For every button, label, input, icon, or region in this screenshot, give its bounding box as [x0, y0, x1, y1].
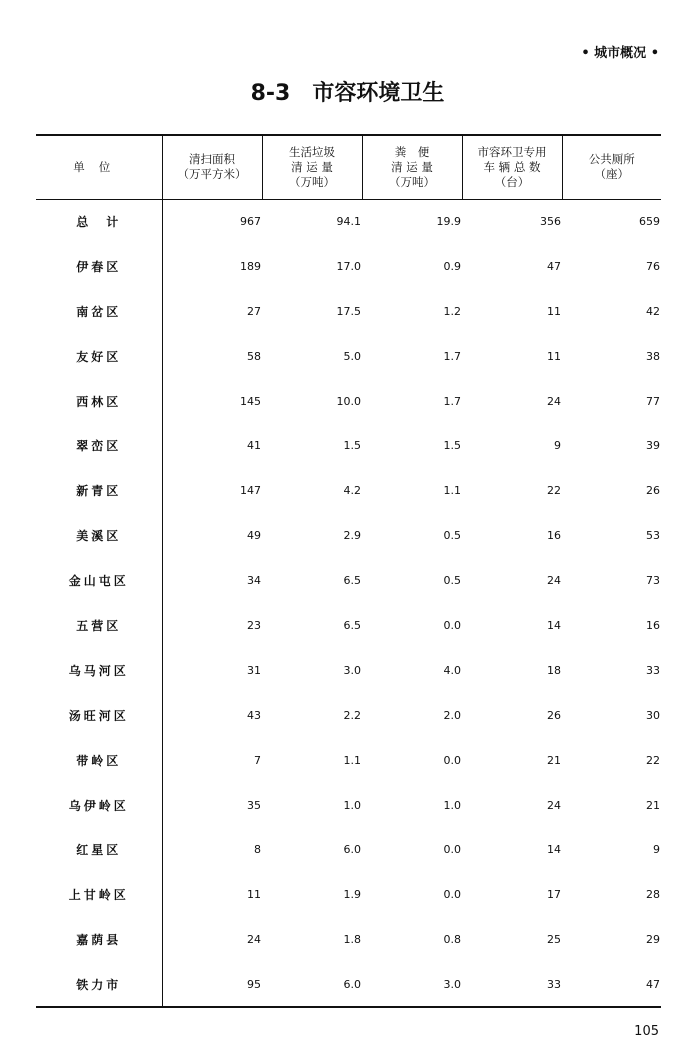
data-cell: 659 [639, 215, 660, 229]
column-header-line: （座） [594, 167, 629, 182]
data-cell: 1.2 [443, 304, 461, 318]
column-header-line: （万吨） [389, 174, 435, 189]
data-cell: 1.7 [443, 349, 461, 363]
table-row [36, 962, 661, 1007]
data-cell: 42 [646, 304, 660, 318]
data-cell: 24 [547, 574, 561, 588]
data-cell: 53 [646, 529, 660, 543]
table-title [0, 76, 695, 107]
data-cell: 41 [247, 439, 261, 453]
data-cell: 1.1 [343, 753, 361, 767]
data-cell: 189 [240, 259, 261, 273]
data-cell: 25 [547, 933, 561, 947]
data-cell: 8 [254, 843, 261, 857]
data-cell: 1.1 [443, 484, 461, 498]
table-row [36, 693, 661, 738]
table-row [36, 603, 661, 648]
data-cell: 14 [547, 843, 561, 857]
column-header-line: 单位 [73, 159, 125, 174]
table-number: 8-3 [250, 81, 291, 106]
table-row [36, 513, 661, 558]
data-cell: 10.0 [336, 394, 361, 408]
table-row [36, 423, 661, 468]
row-unit-cell: 翠峦区 [36, 423, 162, 468]
data-cell: 11 [247, 888, 261, 902]
table-row [36, 917, 661, 962]
data-cell: 6.0 [262, 962, 362, 1007]
column-header [362, 135, 462, 199]
row-unit-cell: 上甘岭区 [36, 872, 162, 917]
table-title-text: 市容环境卫生 [312, 81, 445, 106]
data-cell: 0.8 [443, 933, 461, 947]
row-unit-cell: 带岭区 [36, 738, 162, 783]
column-header [162, 135, 262, 199]
data-cell: 39 [646, 439, 660, 453]
column-header [262, 135, 362, 199]
data-cell: 58 [247, 349, 261, 363]
data-cell: 0.5 [443, 529, 461, 543]
data-cell: 33 [646, 663, 660, 677]
data-cell: 1.5 [343, 439, 361, 453]
data-cell: 0.9 [443, 259, 461, 273]
data-cell: 31 [247, 663, 261, 677]
data-cell: 6.5 [343, 574, 361, 588]
data-cell: 1.8 [343, 933, 361, 947]
data-cell: 2.2 [343, 708, 361, 722]
row-unit-cell: 红星区 [36, 827, 162, 872]
row-unit-cell: 新青区 [36, 468, 162, 513]
table-row [36, 334, 661, 379]
data-cell: 18 [547, 663, 561, 677]
data-cell: 47 [547, 259, 561, 273]
data-cell: 27 [247, 304, 261, 318]
data-cell: 1.0 [443, 798, 461, 812]
data-cell: 73 [646, 574, 660, 588]
data-cell: 147 [240, 484, 261, 498]
table-row [36, 872, 661, 917]
column-header-line: （万吨） [289, 174, 335, 189]
column-header-line: 公共厕所 [588, 152, 635, 167]
data-cell: 77 [646, 394, 660, 408]
data-cell: 6.0 [343, 843, 361, 857]
sanitation-table [36, 134, 661, 1008]
table-row [36, 289, 661, 334]
column-header-line: 清 运 量 [291, 159, 333, 174]
section-tag: • 城市概况 • [581, 46, 659, 61]
table-row [36, 648, 661, 693]
column-header [562, 135, 661, 199]
data-cell: 24 [547, 394, 561, 408]
table-row [36, 244, 661, 289]
data-cell: 11 [547, 304, 561, 318]
table-row [36, 783, 661, 828]
data-cell: 0.5 [443, 574, 461, 588]
column-header-line: （台） [494, 174, 530, 189]
row-unit-cell: 伊春区 [36, 244, 162, 289]
data-cell: 356 [540, 215, 561, 229]
data-cell: 95 [162, 962, 262, 1007]
data-cell: 24 [247, 933, 261, 947]
data-cell: 2.0 [443, 708, 461, 722]
column-header-line: 粪 便 [394, 144, 430, 159]
data-cell: 21 [646, 798, 660, 812]
column-header [462, 135, 562, 199]
data-cell: 145 [240, 394, 261, 408]
row-unit-cell: 西林区 [36, 379, 162, 424]
data-cell: 35 [247, 798, 261, 812]
row-unit-cell: 汤旺河区 [36, 693, 162, 738]
data-cell: 38 [646, 349, 660, 363]
column-header-line: 清扫面积 [189, 152, 235, 167]
table-row [36, 827, 661, 872]
table-row [36, 199, 661, 244]
table-row [36, 558, 661, 603]
table-header-row [36, 135, 661, 199]
data-cell: 4.0 [443, 663, 461, 677]
data-cell: 1.0 [343, 798, 361, 812]
data-cell: 967 [240, 215, 261, 229]
table-row [36, 379, 661, 424]
data-cell: 19.9 [436, 215, 461, 229]
data-cell: 6.5 [343, 618, 361, 632]
data-cell: 29 [646, 933, 660, 947]
data-cell: 3.0 [362, 962, 462, 1007]
data-cell: 5.0 [343, 349, 361, 363]
data-cell: 22 [547, 484, 561, 498]
data-cell: 1.7 [443, 394, 461, 408]
row-unit-cell: 嘉荫县 [36, 917, 162, 962]
data-cell: 26 [646, 484, 660, 498]
row-unit-cell: 乌伊岭区 [36, 783, 162, 828]
data-cell: 17.0 [336, 259, 361, 273]
data-cell: 49 [247, 529, 261, 543]
data-cell: 16 [547, 529, 561, 543]
data-cell: 3.0 [343, 663, 361, 677]
row-unit-cell: 铁力市 [36, 962, 162, 1007]
data-cell: 9 [554, 439, 561, 453]
data-cell: 24 [547, 798, 561, 812]
row-unit-cell: 美溪区 [36, 513, 162, 558]
data-cell: 16 [646, 618, 660, 632]
data-cell: 9 [653, 843, 660, 857]
data-cell: 0.0 [443, 753, 461, 767]
data-cell: 33 [462, 962, 562, 1007]
data-cell: 0.0 [443, 843, 461, 857]
data-cell: 4.2 [343, 484, 361, 498]
table-row [36, 738, 661, 783]
data-cell: 17.5 [336, 304, 361, 318]
data-cell: 94.1 [336, 215, 361, 229]
column-header-line: （万平方米） [177, 167, 247, 182]
row-unit-cell: 五营区 [36, 603, 162, 648]
row-unit-cell: 友好区 [36, 334, 162, 379]
data-cell: 2.9 [343, 529, 361, 543]
row-unit-cell: 金山屯区 [36, 558, 162, 603]
column-header-line: 车 辆 总 数 [483, 159, 541, 174]
data-cell: 1.5 [443, 439, 461, 453]
data-cell: 76 [646, 259, 660, 273]
column-header-unit [36, 135, 162, 199]
table-body [36, 199, 661, 1007]
row-unit-cell: 南岔区 [36, 289, 162, 334]
data-cell: 21 [547, 753, 561, 767]
data-cell: 17 [547, 888, 561, 902]
data-cell: 22 [646, 753, 660, 767]
data-cell: 43 [247, 708, 261, 722]
data-cell: 28 [646, 888, 660, 902]
column-header-line: 市容环卫专用 [477, 144, 547, 159]
column-header-line: 生活垃圾 [289, 144, 335, 159]
data-cell: 34 [247, 574, 261, 588]
page-number: 105 [634, 1024, 659, 1039]
row-unit-cell: 总 计 [36, 199, 162, 244]
data-cell: 11 [547, 349, 561, 363]
data-cell: 1.9 [343, 888, 361, 902]
data-cell: 7 [254, 753, 261, 767]
data-cell: 23 [247, 618, 261, 632]
table-row [36, 468, 661, 513]
data-cell: 0.0 [443, 618, 461, 632]
data-cell: 47 [562, 962, 661, 1007]
data-cell: 26 [547, 708, 561, 722]
column-header-line: 清 运 量 [391, 159, 433, 174]
data-cell: 14 [547, 618, 561, 632]
data-cell: 30 [646, 708, 660, 722]
row-unit-cell: 乌马河区 [36, 648, 162, 693]
data-cell: 0.0 [443, 888, 461, 902]
